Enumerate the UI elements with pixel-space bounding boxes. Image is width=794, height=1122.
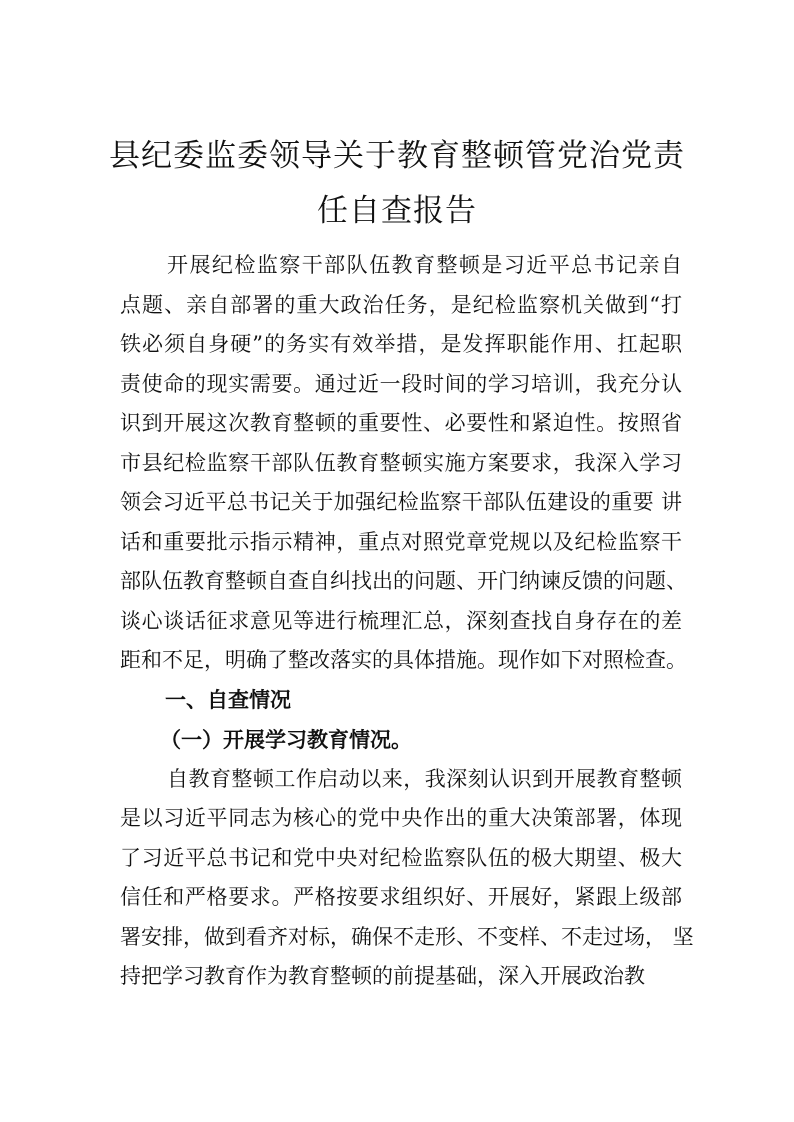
paragraph-line: 自教育整顿工作启动以来，我深刻认识到开展教育整顿: [167, 766, 682, 791]
paragraph-line: 点题、亲自部署的重大政治任务，是纪检监察机关做到“打: [120, 292, 682, 317]
subsection-heading: （一）开展学习教育情况。: [160, 727, 412, 752]
paragraph-line: 署安排，做到看齐对标，确保不走形、不变样、不走过场， 坚: [120, 924, 694, 949]
paragraph-line: 铁必须自身硬”的务实有效举措，是发挥职能作用、扛起职: [120, 332, 682, 356]
document-title-line-2: 任自查报告: [317, 193, 477, 229]
paragraph-line: 市县纪检监察干部队伍教育整顿实施方案要求，我深入学习: [120, 450, 682, 475]
paragraph-line: 谈心谈话征求意见等进行梳理汇总，深刻查找自身存在的差: [120, 608, 682, 633]
document-body: [120, 246, 694, 997]
paragraph-line: 是以习近平同志为核心的党中央作出的重大决策部署，体现: [120, 806, 682, 830]
document-title-line-1: 县纪委监委领导关于教育整顿管党治党责: [109, 138, 685, 174]
paragraph-line: 识到开展这次教育整顿的重要性、必要性和紧迫性。按照省: [120, 411, 682, 435]
paragraph-line: 信任和严格要求。严格按要求组织好、开展好，紧跟上级部: [120, 885, 682, 909]
paragraph-line: 部队伍教育整顿自查自纠找出的问题、开门纳谏反馈的问题、: [120, 569, 687, 593]
paragraph-line: 了习近平总书记和党中央对纪检监察队伍的极大期望、极大: [120, 845, 682, 870]
paragraph-line: 责使命的现实需要。通过近一段时间的学习培训，我充分认: [120, 371, 682, 396]
section-heading: 一、自查情况: [165, 687, 291, 712]
paragraph-line: 持把学习教育作为教育整顿的前提基础，深入开展政治教: [120, 964, 645, 988]
paragraph-line: 开展纪检监察干部队伍教育整顿是习近平总书记亲自: [167, 253, 682, 277]
paragraph-line: 领会习近平总书记关于加强纪检监察干部队伍建设的重要 讲: [120, 490, 682, 514]
paragraph-line: 话和重要批示指示精神，重点对照党章党规以及纪检监察干: [120, 529, 682, 554]
paragraph-line: 距和不足，明确了整改落实的具体措施。现作如下对照检查。: [120, 648, 687, 672]
